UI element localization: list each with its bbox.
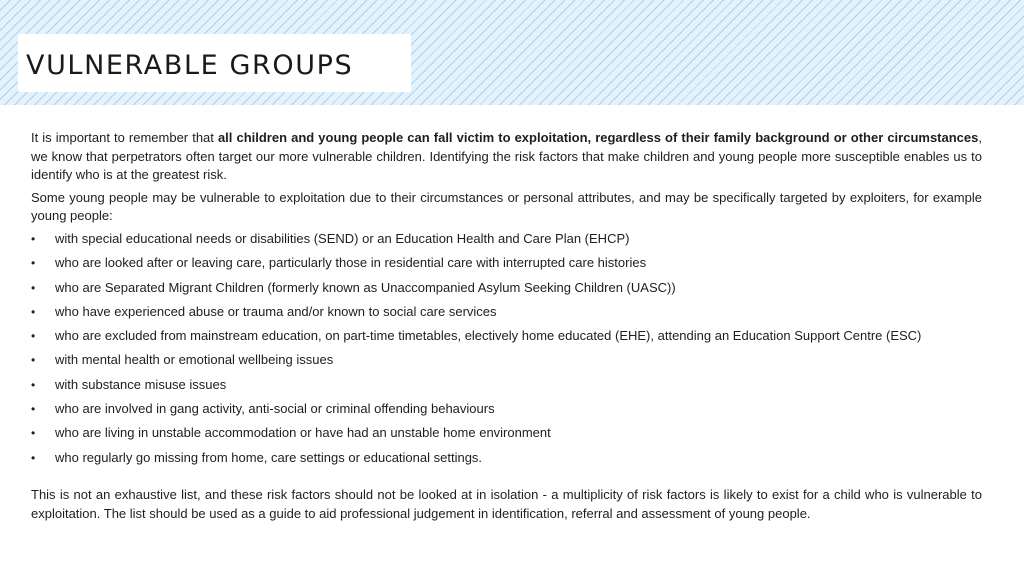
bullet-icon: • — [31, 353, 36, 368]
list-item-text: with mental health or emotional wellbeing issues — [55, 352, 334, 368]
bullet-icon: • — [31, 304, 36, 319]
intro-paragraph — [31, 129, 982, 185]
list-item — [31, 424, 982, 448]
bullet-icon: • — [31, 280, 36, 295]
list-item-text: who are living in unstable accommodation or have had an unstable home environment — [55, 425, 551, 441]
risk-factor-list — [31, 230, 982, 473]
lead-in-paragraph: Some young people may be vulnerable to exploitation due to their circumstances or personal attributes, and may be specifically targeted by exploiters, for example young people: — [31, 189, 982, 224]
list-item-text: with substance misuse issues — [55, 376, 227, 392]
list-item — [31, 254, 982, 278]
list-item — [31, 230, 982, 254]
slide-body — [31, 129, 982, 523]
intro-text-end: , we know that perpetrators often target our more vulnerable children. Identifying the risk factors that make children and young people more susceptible enables us to identify who is at the greatest risk. — [31, 130, 982, 183]
list-item-text: who are looked after or leaving care, particularly those in residential care with interrupted care histories — [55, 255, 647, 271]
bullet-icon: • — [31, 256, 36, 271]
list-item — [31, 449, 982, 473]
list-item — [31, 279, 982, 303]
bullet-icon: • — [31, 402, 36, 417]
closing-paragraph: This is not an exhaustive list, and these risk factors should not be looked at in isolation - a multiplicity of risk factors is likely to exist for a child who is vulnerable to exploitation. The list should be used as a guide to aid professional judgement in identification, referral and assessment of young people. — [31, 486, 982, 521]
list-item — [31, 303, 982, 327]
list-item — [31, 351, 982, 375]
list-item — [31, 327, 982, 351]
intro-text-start: It is important to remember that — [31, 130, 218, 145]
list-item-text: with special educational needs or disabilities (SEND) or an Education Health and Care Plan (EHCP) — [55, 230, 630, 246]
bullet-icon: • — [31, 377, 36, 392]
list-item — [31, 376, 982, 400]
header-banner — [0, 0, 1024, 105]
list-item-text: who are excluded from mainstream education, on part-time timetables, electively home educated (EHE), attending an Education Support Centre (ESC) — [55, 328, 922, 344]
title-box — [18, 34, 411, 92]
page-title: VULNERABLE GROUPS — [26, 50, 354, 81]
bullet-icon: • — [31, 450, 36, 465]
list-item-text: who are Separated Migrant Children (formerly known as Unaccompanied Asylum Seeking Children (UASC)) — [55, 279, 676, 295]
bullet-icon: • — [31, 231, 36, 246]
bullet-icon: • — [31, 426, 36, 441]
list-item-text: who are involved in gang activity, anti-social or criminal offending behaviours — [55, 401, 495, 417]
list-item — [31, 400, 982, 424]
list-item-text: who regularly go missing from home, care settings or educational settings. — [55, 449, 483, 465]
intro-emphasis: all children and young people can fall victim to exploitation, regardless of their family background or other circumstances — [217, 130, 979, 145]
list-item-text: who have experienced abuse or trauma and/or known to social care services — [55, 303, 497, 319]
bullet-icon: • — [31, 329, 36, 344]
